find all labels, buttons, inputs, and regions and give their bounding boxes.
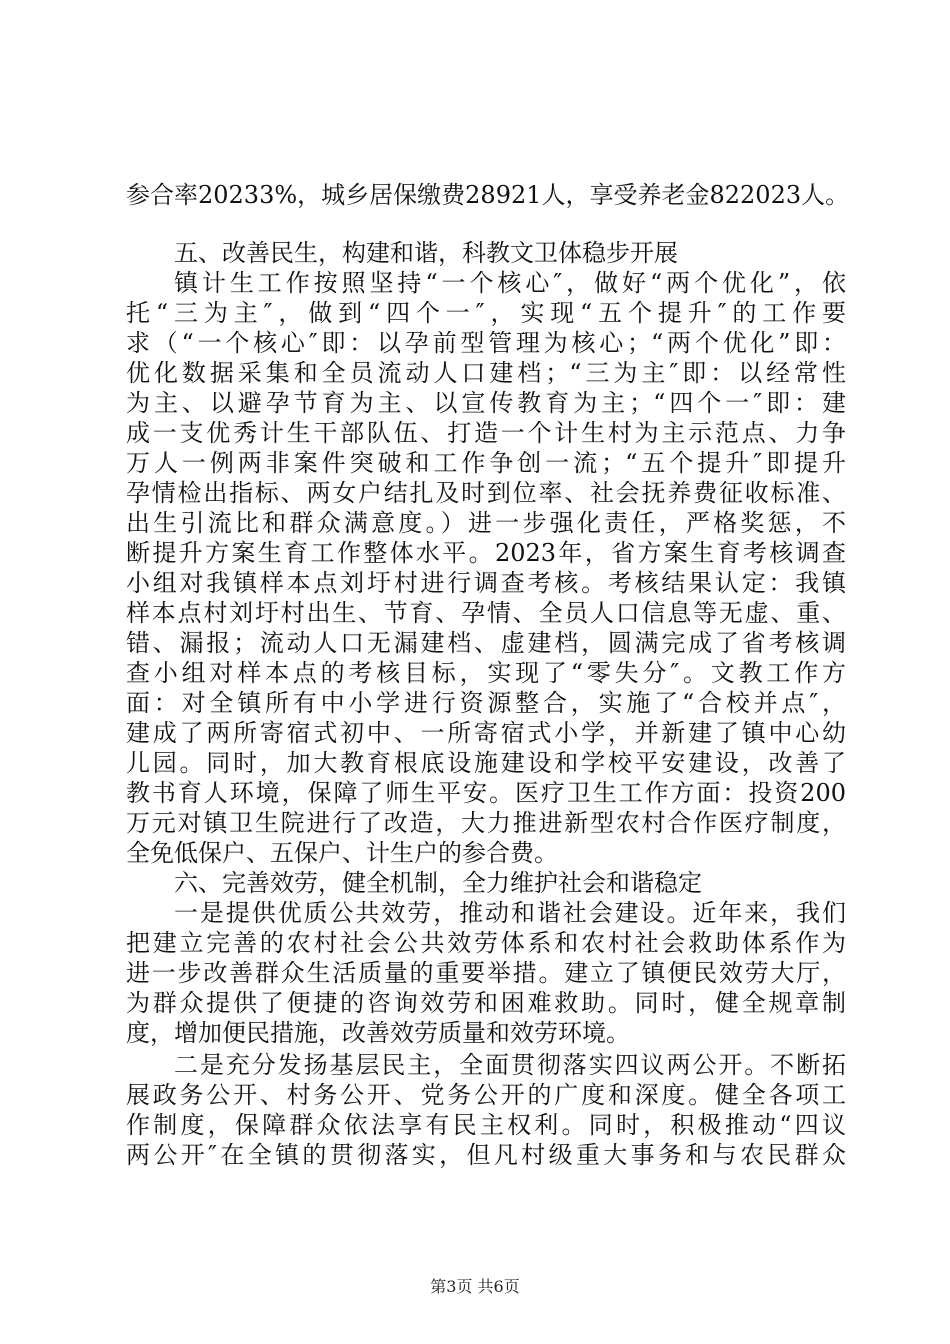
paragraph-line: 全免低保户、五保户、计生户的参合费。	[126, 839, 558, 867]
paragraph-line: 万人一例两非案件突破和工作争创一流；“五个提升″即提升	[126, 449, 846, 477]
page-number-footer: 第3页 共6页	[430, 1277, 520, 1296]
text-line-continuation: 参合率20233%，城乡居保缴费28921人，享受养老金822023人。	[126, 181, 850, 209]
paragraph-line: 度，增加便民措施，改善效劳质量和效劳环境。	[126, 1019, 630, 1047]
paragraph-line: 优化数据采集和全员流动人口建档；“三为主″即：以经常性	[126, 359, 846, 387]
paragraph-line: 作制度，保障群众依法享有民主权利。同时，积极推动“四议	[126, 1111, 846, 1139]
paragraph-line: 托“三为主″，做到“四个一″，实现“五个提升″的工作要	[126, 299, 846, 327]
paragraph-line: 为群众提供了便捷的咨询效劳和困难救助。同时，健全规章制	[126, 989, 846, 1017]
paragraph-line: 孕情检出指标、两女户结扎及时到位率、社会抚养费征收标准、	[126, 479, 846, 507]
paragraph-line: 进一步改善群众生活质量的重要举措。建立了镇便民效劳大厅，	[126, 959, 846, 987]
paragraph-line: 成一支优秀计生干部队伍、打造一个计生村为主示范点、力争	[126, 419, 846, 447]
paragraph-line: 建成了两所寄宿式初中、一所寄宿式小学，并新建了镇中心幼	[126, 719, 846, 747]
section-heading-five: 五、改善民生，构建和谐，科教文卫体稳步开展	[174, 239, 678, 267]
paragraph-line: 面：对全镇所有中小学进行资源整合，实施了“合校并点″，	[126, 689, 846, 717]
paragraph-line: 展政务公开、村务公开、党务公开的广度和深度。健全各项工	[126, 1081, 846, 1109]
paragraph-line: 二是充分发扬基层民主，全面贯彻落实四议两公开。不断拓	[174, 1051, 846, 1079]
paragraph-line: 把建立完善的农村社会公共效劳体系和农村社会救助体系作为	[126, 929, 846, 957]
paragraph-line: 样本点村刘圩村出生、节育、孕情、全员人口信息等无虚、重、	[126, 599, 846, 627]
paragraph-line: 求（“一个核心″即：以孕前型管理为核心；“两个优化”即：	[126, 329, 846, 357]
paragraph-line: 小组对我镇样本点刘圩村进行调查考核。考核结果认定：我镇	[126, 569, 846, 597]
section-heading-six: 六、完善效劳，健全机制，全力维护社会和谐稳定	[174, 869, 702, 897]
paragraph-line: 教书育人环境，保障了师生平安。医疗卫生工作方面：投资200	[126, 779, 846, 807]
paragraph-line: 镇计生工作按照坚持“一个核心″，做好“两个优化”，依	[174, 269, 846, 297]
paragraph-line: 查小组对样本点的考核目标，实现了“零失分″。文教工作方	[126, 659, 846, 687]
paragraph-line: 出生引流比和群众满意度。）进一步强化责任，严格奖惩，不	[126, 509, 846, 537]
paragraph-line: 一是提供优质公共效劳，推动和谐社会建设。近年来，我们	[174, 899, 846, 927]
paragraph-line: 错、漏报；流动人口无漏建档、虚建档，圆满完成了省考核调	[126, 629, 846, 657]
paragraph-line: 两公开″在全镇的贯彻落实，但凡村级重大事务和与农民群众	[126, 1141, 846, 1169]
paragraph-line: 断提升方案生育工作整体水平。2023年，省方案生育考核调查	[126, 539, 846, 567]
paragraph-line: 万元对镇卫生院进行了改造，大力推进新型农村合作医疗制度，	[126, 809, 846, 837]
paragraph-line: 儿园。同时，加大教育根底设施建设和学校平安建设，改善了	[126, 749, 846, 777]
paragraph-line: 为主、以避孕节育为主、以宣传教育为主；“四个一″即：建	[126, 389, 846, 417]
